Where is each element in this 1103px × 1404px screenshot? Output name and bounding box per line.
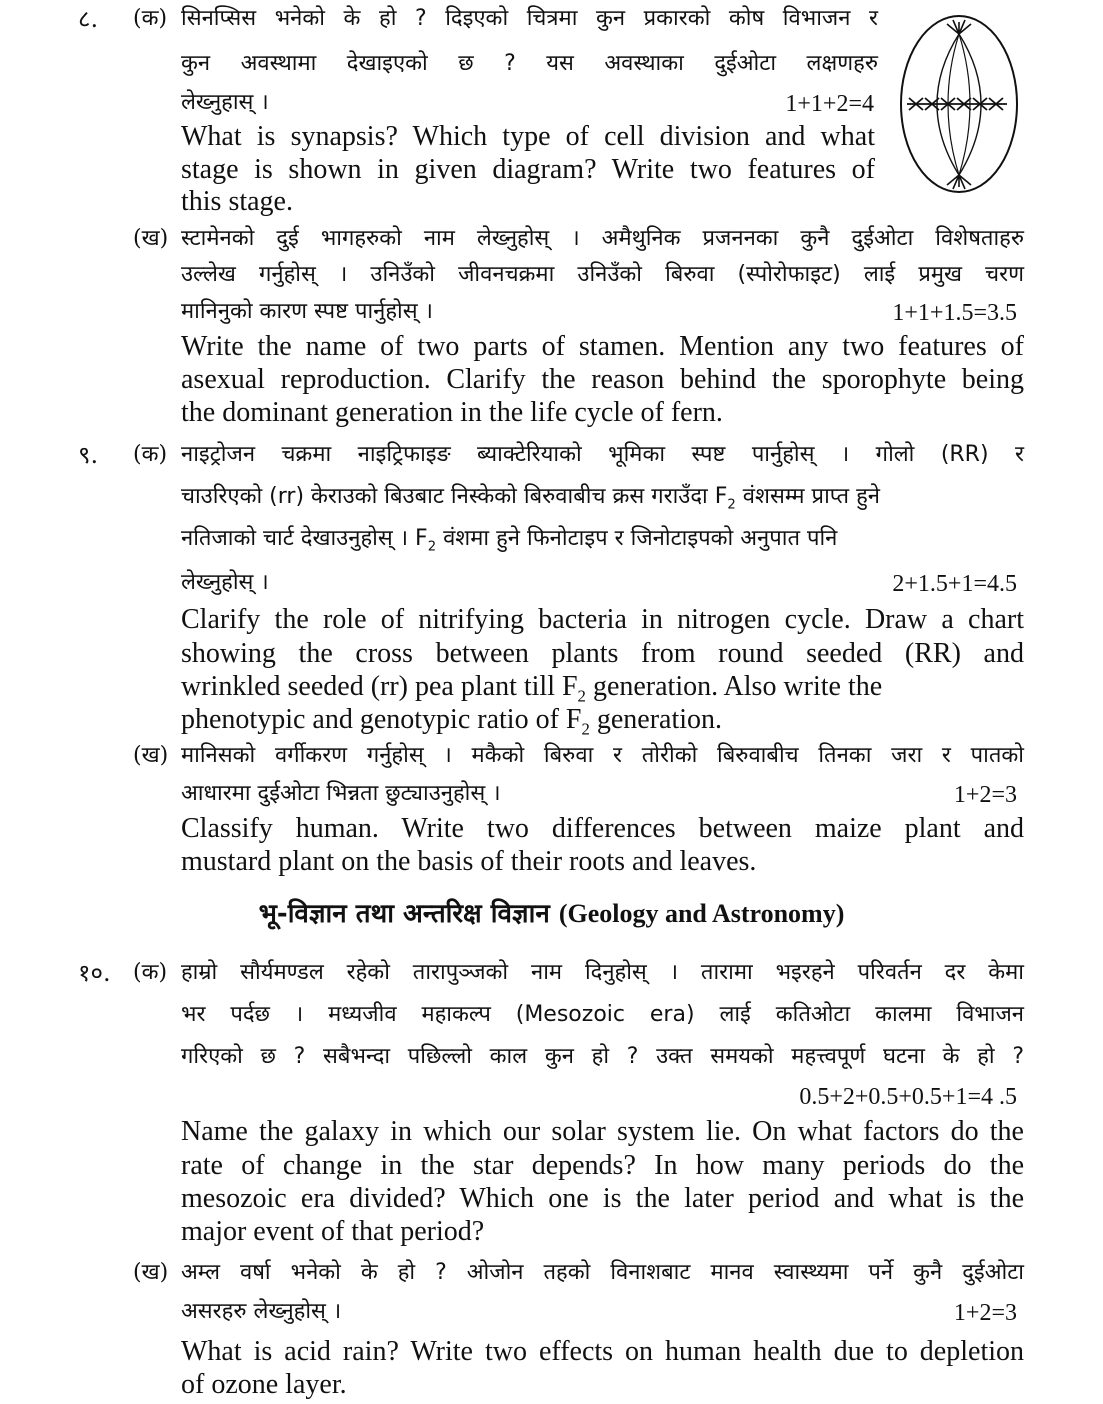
q9a-marks: 2+1.5+1=4.5 (892, 571, 1017, 597)
q8b-np-line-3: मानिनुको कारण स्पष्ट पार्नुहोस् । (181, 299, 433, 324)
section-heading-english: (Geology and Astronomy) (558, 899, 845, 928)
q10a-np-line-2: भर पर्दछ । मध्यजीव महाकल्प (Mesozoic era) लाई कतिओटा कालमा विभाजन (181, 1002, 1024, 1027)
q8a-en-line-2: stage is shown in given diagram? Write two features of (181, 154, 875, 185)
q8b-marks: 1+1+1.5=3.5 (892, 300, 1017, 326)
q8b-label: (ख) (133, 226, 169, 251)
q8b-en-line-3: the dominant generation in the life cycle of fern. (181, 397, 723, 428)
section-heading-nepali: भू-विज्ञान तथा अन्तरिक्ष विज्ञान (258, 899, 550, 929)
q10b-np-line-2: असरहरु लेख्नुहोस् । (181, 1299, 342, 1324)
q10a-en-line-2: rate of change in the star depends? In how many periods do the (181, 1150, 1024, 1181)
q9b-en-line-2: mustard plant on the basis of their roots and leaves. (181, 846, 757, 877)
cell-division-diagram (895, 12, 1023, 197)
q9b-label: (ख) (133, 743, 169, 768)
question-10-number: १०. (78, 959, 111, 987)
q8a-np-line-1: सिनप्सिस भनेको के हो ? दिइएको चित्रमा कुन प्रकारको कोष विभाजन र (181, 6, 878, 31)
q9a-subscript-2b: 2 (427, 539, 437, 555)
q10b-marks: 1+2=3 (953, 1300, 1017, 1326)
q8a-en-line-3: this stage. (181, 186, 293, 217)
q10b-np-line-1: अम्ल वर्षा भनेको के हो ? ओजोन तहको विनाशबाट मानव स्वास्थ्यमा पर्ने कुनै दुईओटा (181, 1260, 1024, 1285)
q9a-en-line-3: wrinkled seeded (rr) pea plant till $F_2$ generation. Also write the (181, 671, 883, 706)
q10a-label: (क) (133, 960, 168, 985)
q10b-label: (ख) (133, 1260, 169, 1285)
section-heading (0, 896, 1103, 932)
q9a-en-subscript-b: 2 (581, 719, 590, 739)
q9a-np-line-1: नाइट्रोजन चक्रमा नाइट्रिफाइङ ब्याक्टेरियाको भूमिका स्पष्ट पार्नुहोस् । गोलो (RR) र (181, 442, 1024, 467)
q9b-np-line-1: मानिसको वर्गीकरण गर्नुहोस् । मकैको बिरुवा र तोरीको बिरुवाबीच तिनका जरा र पातको (181, 743, 1024, 768)
q9a-en-line-1: Clarify the role of nitrifying bacteria in nitrogen cycle. Draw a chart (181, 604, 1024, 635)
q9b-marks: 1+2=3 (953, 782, 1017, 808)
q9a-en-line-4: phenotypic and genotypic ratio of $F_2$ generation. (181, 704, 723, 739)
q8a-np-line-2: कुन अवस्थामा देखाइएको छ ? यस अवस्थाका दुईओटा लक्षणहरु (181, 51, 878, 76)
q9a-np-line-3: नतिजाको चार्ट देखाउनुहोस् । $F_2$ वंशमा हुने फिनोटाइप र जिनोटाइपको अनुपात पनि (181, 526, 838, 555)
q8b-np-line-1: स्टामेनको दुई भागहरुको नाम लेख्नुहोस् । अमैथुनिक प्रजननका कुनै दुईओटा विशेषताहरु (181, 226, 1024, 251)
q8b-en-line-1: Write the name of two parts of stamen. Mention any two features of (181, 331, 1024, 362)
q8a-np-line-3: लेख्नुहास् । (181, 90, 269, 115)
q9a-np-line-2: चाउरिएको (rr) केराउको बिउबाट निस्केको बिरुवाबीच क्रस गराउँदा $F_2$ वंशसम्म प्राप्त हुने (181, 484, 880, 513)
q10a-en-line-4: major event of that period? (181, 1216, 485, 1247)
q9a-en-line-2: showing the cross between plants from round seeded (RR) and (181, 638, 1024, 669)
q10a-np-line-1: हाम्रो सौर्यमण्डल रहेको तारापुञ्जको नाम दिनुहोस् । तारामा भइरहने परिवर्तन दर केमा (181, 960, 1024, 985)
q8b-en-line-2: asexual reproduction. Clarify the reason behind the sporophyte being (181, 364, 1024, 395)
q10a-marks: 0.5+2+0.5+0.5+1=4 .5 (799, 1084, 1017, 1110)
question-8-number: ८. (78, 5, 99, 33)
q8a-marks: 1+1+2=4 (785, 91, 874, 117)
q9b-en-line-1: Classify human. Write two differences between maize plant and (181, 813, 1024, 844)
q8b-np-line-2: उल्लेख गर्नुहोस् । उनिउँको जीवनचक्रमा उनिउँको बिरुवा (स्पोरोफाइट) लाई प्रमुख चरण (181, 262, 1024, 287)
question-9-number: ९. (78, 441, 99, 469)
q10a-np-line-3: गरिएको छ ? सबैभन्दा पछिल्लो काल कुन हो ? उक्त समयको महत्त्वपूर्ण घटना के हो ? (181, 1044, 1024, 1069)
q10a-en-line-1: Name the galaxy in which our solar system lie. On what factors do the (181, 1116, 1024, 1147)
q10b-en-line-1: What is acid rain? Write two effects on human health due to depletion (181, 1336, 1024, 1367)
q9a-label: (क) (133, 442, 168, 467)
q8a-en-line-1: What is synapsis? Which type of cell division and what (181, 121, 875, 152)
q9a-np-line-4: लेख्नुहोस् । (181, 570, 269, 595)
q9a-en-subscript: 2 (577, 686, 586, 706)
q9b-np-line-2: आधारमा दुईओटा भिन्नता छुट्याउनुहोस् । (181, 781, 501, 806)
q8a-label: (क) (133, 6, 168, 31)
q10b-en-line-2: of ozone layer. (181, 1369, 347, 1400)
q10a-en-line-3: mesozoic era divided? Which one is the later period and what is the (181, 1183, 1024, 1214)
q9a-subscript-2: 2 (727, 497, 736, 513)
